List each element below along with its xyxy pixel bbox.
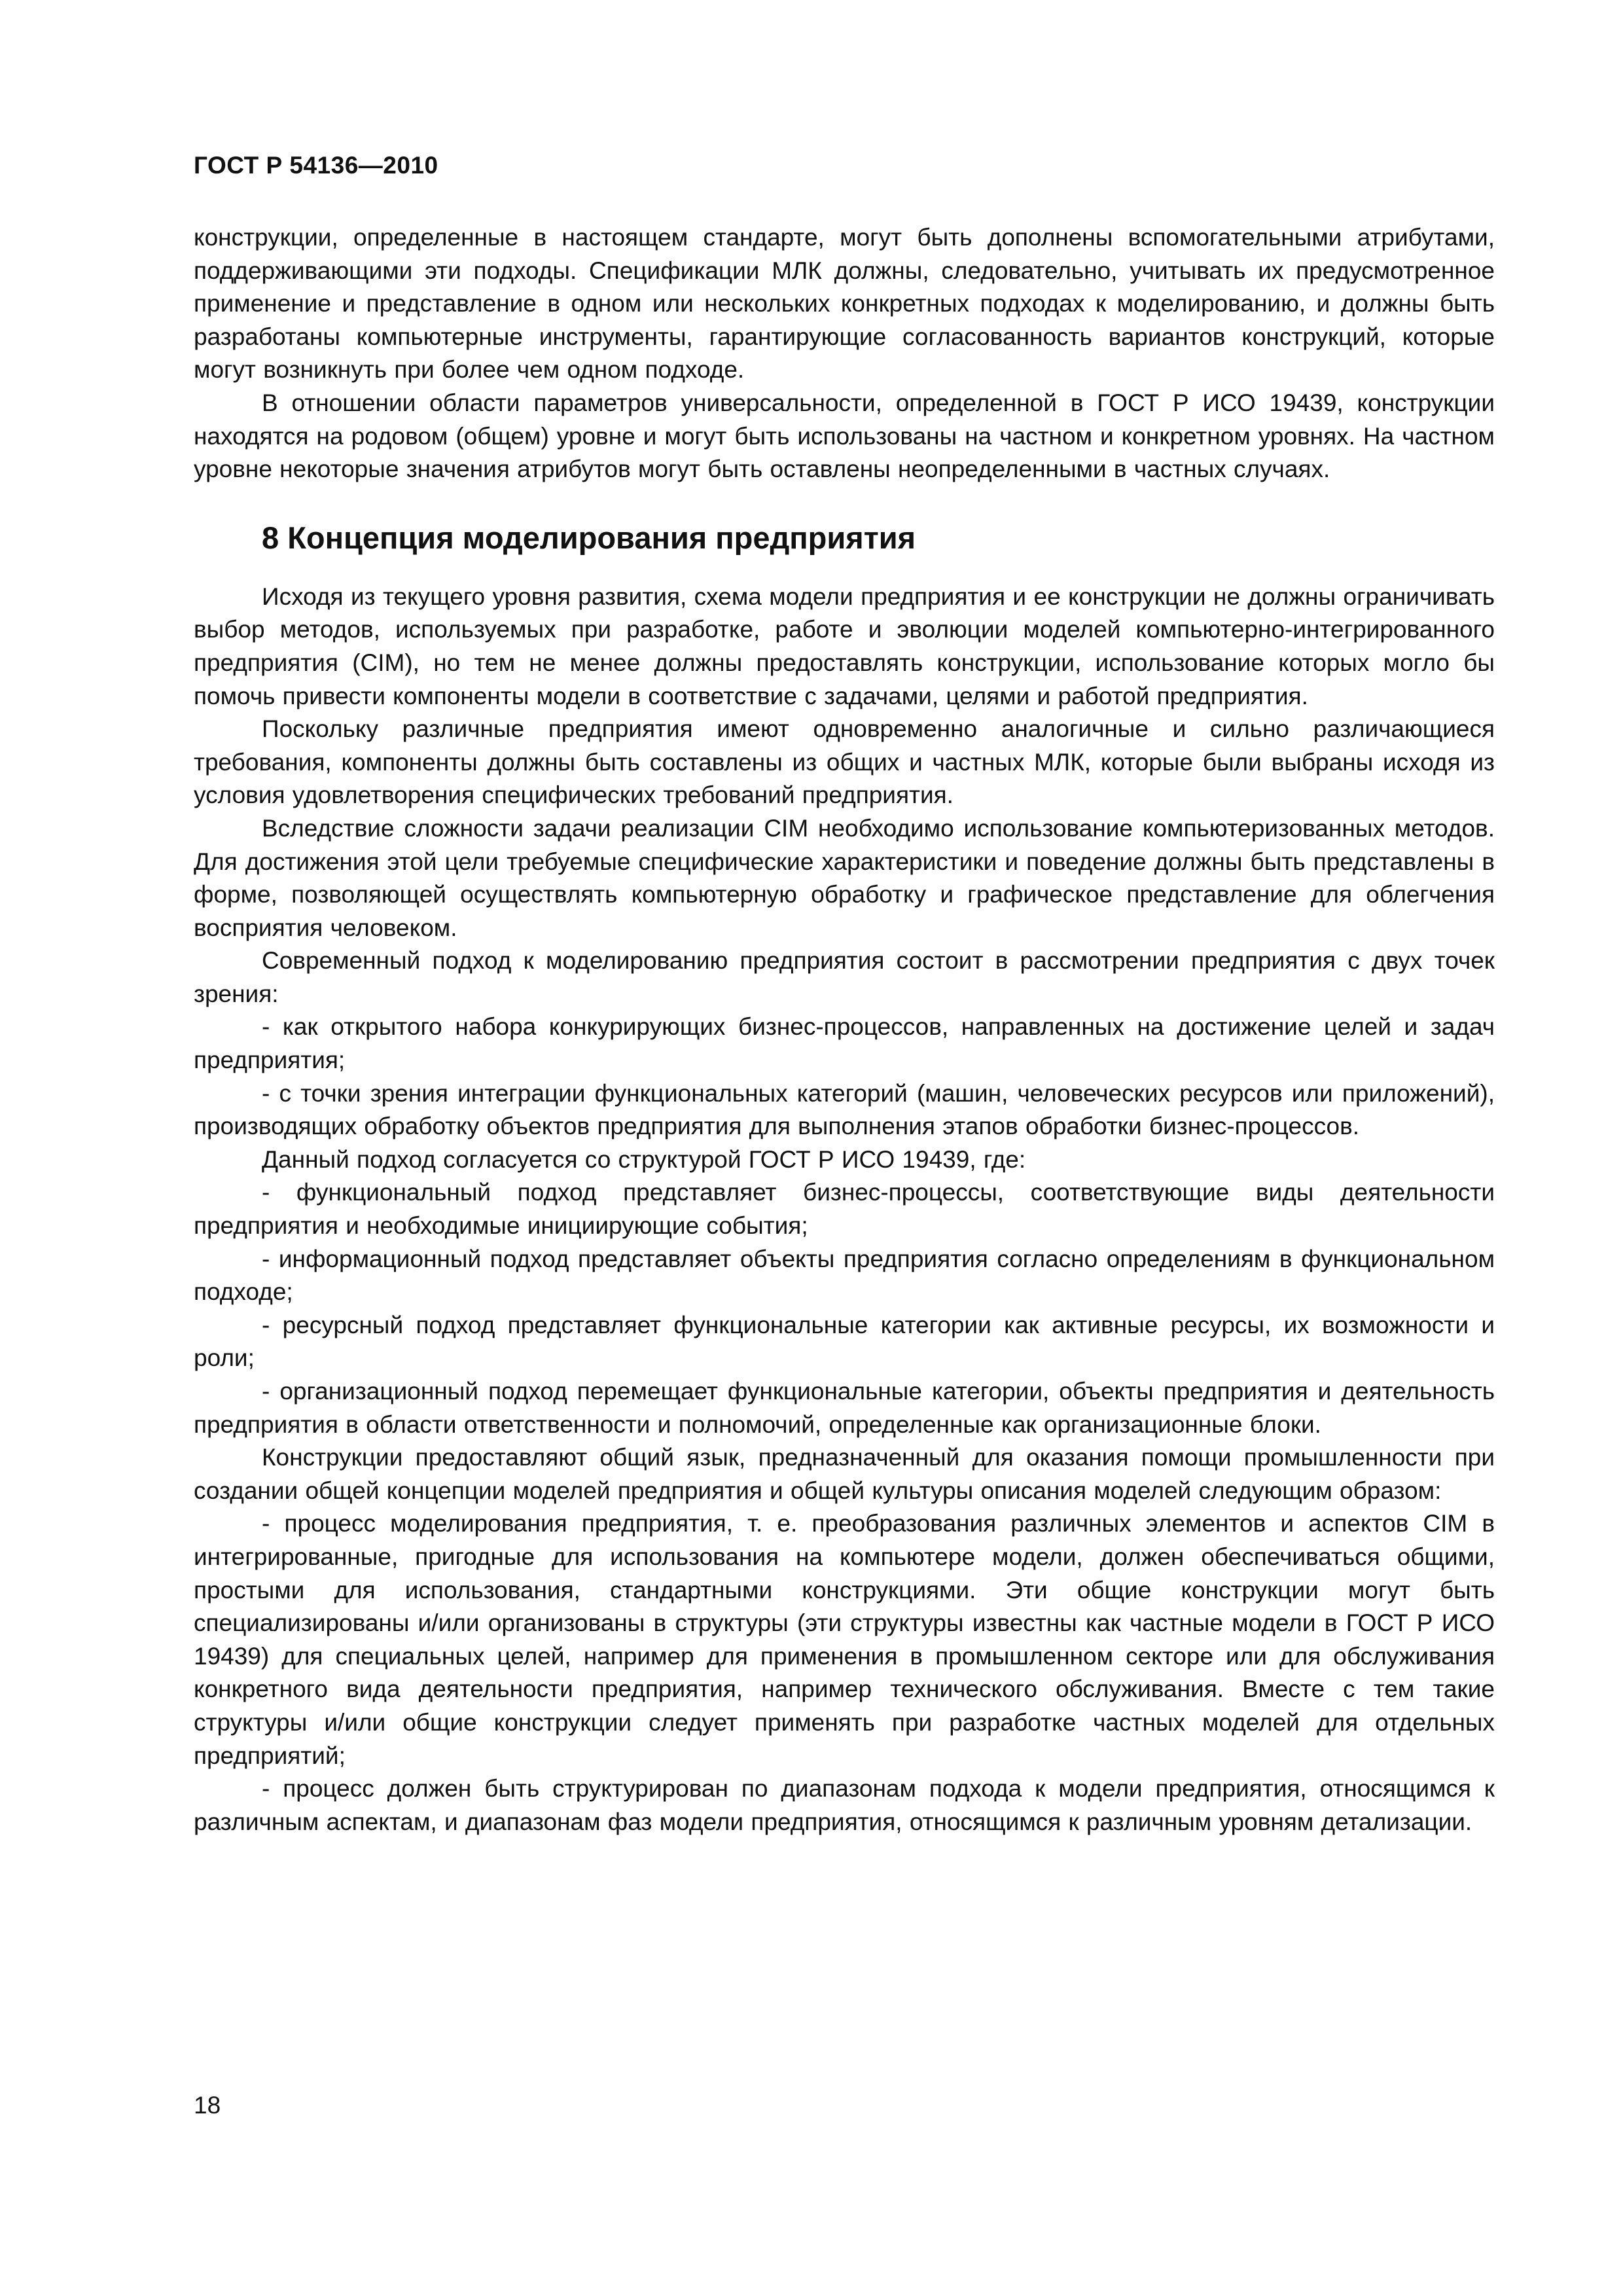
- list-item: - организационный подход перемещает функциональные категории, объекты предприятия и деятельность предприятия в области ответственности и полномочий, определенные как организационные блоки.: [194, 1378, 1495, 1438]
- list-item: - процесс должен быть структурирован по диапазонам подхода к модели предприятия, относящимся к различным аспектам, и диапазонам фаз модели предприятия, относящимся к различным уровням детализации.: [194, 1775, 1495, 1835]
- intro-paragraph-continued: конструкции, определенные в настоящем стандарте, могут быть дополнены вспомогательными атрибутами, поддерживающими эти подходы. Спецификации МЛК должны, следовательно, учитывать их предусмотренное применение и представление в одном или нескольких конкретных подходах к моделированию, и должны быть разработаны компьютерные инструменты, гарантирующие согласованность вариантов конструкций, которые могут возникнуть при более чем одном подходе.: [194, 224, 1495, 384]
- page-body: [194, 221, 1495, 1839]
- list-item: - информационный подход представляет объекты предприятия согласно определениям в функциональном подходе;: [194, 1245, 1495, 1306]
- body-paragraph: Данный подход согласуется со структурой ГОСТ Р ИСО 19439, где:: [262, 1145, 1026, 1173]
- list-item: - процесс моделирования предприятия, т. е. преобразования различных элементов и аспектов CIM в интегрированные, пригодные для использования на компьютере модели, должен обеспечиваться общими, простыми для использования, стандартными конструкциями. Эти общие конструкции могут быть специализированы и/или организованы в структуры (эти структуры известны как частные модели в ГОСТ Р ИСО 19439) для специальных целей, например для применения в промышленном секторе или для обслуживания конкретного вида деятельности предприятия, например технического обслуживания. Вместе с тем такие структуры и/или общие конструкции следует применять при разработке частных моделей для отдельных предприятий;: [194, 1510, 1495, 1769]
- document-designation: ГОСТ Р 54136—2010: [194, 152, 438, 179]
- list-item: - функциональный подход представляет бизнес-процессы, соответствующие виды деятельности предприятия и необходимые инициирующие события;: [194, 1179, 1495, 1240]
- body-paragraph: Исходя из текущего уровня развития, схема модели предприятия и ее конструкции не должны ограничивать выбор методов, используемых при разработке, работе и эволюции моделей компьютерно-интегрированного предприятия (CIM), но тем не менее должны предоставлять конструкции, использование которых могло бы помочь привести компоненты модели в соответствие с задачами, целями и работой предприятия.: [194, 583, 1495, 709]
- body-paragraph: Современный подход к моделированию предприятия состоит в рассмотрении предприятия с двух точек зрения:: [194, 947, 1495, 1007]
- body-paragraph: Конструкции предоставляют общий язык, предназначенный для оказания помощи промышленности при создании общей концепции моделей предприятия и общей культуры описания моделей следующим образом:: [194, 1444, 1495, 1504]
- list-item: - ресурсный подход представляет функциональные категории как активные ресурсы, их возможности и роли;: [194, 1311, 1495, 1372]
- body-paragraph: Вследствие сложности задачи реализации CIM необходимо использование компьютеризованных методов. Для достижения этой цели требуемые специфические характеристики и поведение должны быть представлены в форме, позволяющей осуществлять компьютерную обработку и графическое представление для облегчения восприятия человеком.: [194, 814, 1495, 941]
- list-item: - как открытого набора конкурирующих бизнес-процессов, направленных на достижение целей и задач предприятия;: [194, 1013, 1495, 1074]
- list-item: - с точки зрения интеграции функциональных категорий (машин, человеческих ресурсов или приложений), производящих обработку объектов предприятия для выполнения этапов обработки бизнес-процессов.: [194, 1079, 1495, 1140]
- section-8-heading: 8 Концепция моделирования предприятия: [262, 520, 916, 555]
- page-number: 18: [194, 2092, 221, 2119]
- intro-paragraph: В отношении области параметров универсальности, определенной в ГОСТ Р ИСО 19439, конструкции находятся на родовом (общем) уровне и могут быть использованы на частном и конкретном уровнях. На частном уровне некоторые значения атрибутов могут быть оставлены неопределенными в частных случаях.: [194, 389, 1495, 483]
- body-paragraph: Поскольку различные предприятия имеют одновременно аналогичные и сильно различающиеся требования, компоненты должны быть составлены из общих и частных МЛК, которые были выбраны исходя из условия удовлетворения специфических требований предприятия.: [194, 715, 1495, 809]
